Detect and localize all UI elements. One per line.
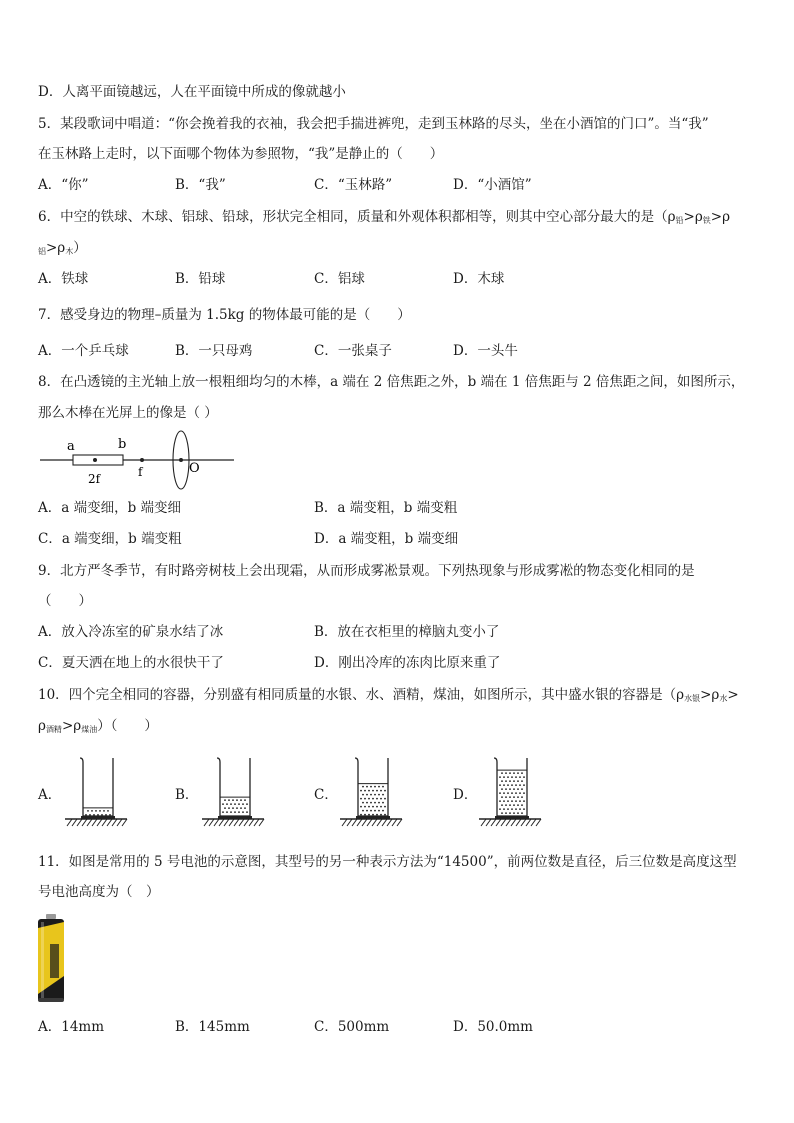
ground-hatching	[342, 819, 402, 826]
q10-option-a-label: A．	[38, 787, 62, 803]
beaker-outline	[80, 758, 113, 816]
q10-sub-kerosene: 煤油	[81, 725, 98, 734]
label-a: a	[67, 439, 75, 454]
q10-container-d	[479, 754, 543, 832]
q6-option-a: A．铁球	[38, 271, 89, 287]
q9-option-b: B．放在衣柜里的樟脑丸变小了	[314, 624, 500, 640]
q7-option-d: D．一头牛	[453, 343, 518, 359]
battery-label-block	[50, 944, 59, 978]
label-b: b	[118, 437, 127, 452]
battery-bottom	[38, 998, 64, 1002]
q10-container-c	[340, 754, 404, 832]
q10-stem-line1	[38, 686, 739, 708]
q6-option-d: D．木球	[453, 271, 505, 287]
q6-option-c: C．铝球	[314, 271, 365, 287]
q6-sub-al: 铝	[38, 247, 46, 256]
q8-stem-line1: 8．在凸透镜的主光轴上放一根粗细均匀的木棒，a 端在 2 倍焦距之外，b 端在 1 倍焦距与 2 倍焦距之间，如图所示，	[38, 374, 745, 390]
label-f: f	[138, 465, 143, 479]
q10-sub-mercury: 水银	[684, 694, 701, 703]
q6-sub-iron: 铁	[702, 216, 711, 225]
q6-gt1: >ρ	[683, 209, 703, 225]
q11-option-b: B．145mm	[175, 1019, 250, 1035]
q10-option-c-label: C．	[314, 787, 338, 803]
q10-gt2: >	[727, 687, 739, 703]
battery-tip	[46, 914, 56, 919]
q7-stem: 7．感受身边的物理–质量为 1.5kg 的物体最可能的是（ ）	[38, 307, 411, 323]
q8-stem-line2: 那么木棒在光屏上的像是（ ）	[38, 405, 218, 421]
q11-stem-line1: 11．如图是常用的 5 号电池的示意图，其型号的另一种表示方法为“14500”，前两位数是直径，后三位数是高度这型	[38, 854, 737, 870]
q5-option-b: B．“我”	[175, 177, 226, 193]
q6-stem-line2	[38, 239, 87, 261]
q10-stem-line2	[38, 717, 158, 739]
q10-sub-alcohol: 酒精	[45, 725, 62, 734]
q11-option-d: D．50.0mm	[453, 1019, 533, 1035]
q5-option-d: D．“小酒馆”	[453, 177, 532, 193]
q9-option-d: D．刚出冷库的冻肉比原来重了	[314, 655, 501, 671]
q8-option-a: A．a 端变细，b 端变细	[38, 500, 182, 516]
q10-gt3: >ρ	[61, 718, 82, 734]
q5-stem-line2: 在玉林路上走时，以下面哪个物体为参照物，“我”是静止的（ ）	[38, 146, 444, 162]
q11-stem-line2: 号电池高度为（ ）	[38, 884, 160, 900]
point-f	[140, 458, 144, 462]
q11-battery-image	[36, 914, 66, 1004]
q8-lens-diagram	[40, 430, 240, 490]
q10-gt1: >ρ	[700, 687, 720, 703]
q7-option-b: B．一只母鸡	[175, 343, 253, 359]
q8-option-c: C．a 端变细，b 端变粗	[38, 531, 182, 547]
q6-gt2: >ρ	[710, 209, 731, 225]
q10-stem-text: 10．四个完全相同的容器，分别盛有相同质量的水银、水、酒精，煤油，如图所示，其中盛水银的容器是（ρ	[38, 687, 685, 703]
q10-option-b-label: B．	[175, 787, 199, 803]
q7-option-a: A．一个乒乓球	[38, 343, 129, 359]
q8-option-d: D．a 端变粗，b 端变细	[314, 531, 459, 547]
q10-close: ）（ ）	[97, 718, 158, 734]
q10-container-a	[65, 754, 129, 832]
q6-stem-line1	[38, 208, 730, 230]
wooden-rod	[73, 455, 123, 465]
q6-option-b: B．铅球	[175, 271, 226, 287]
point-2f	[93, 458, 97, 462]
q4-option-d: D．人离平面镜越远，人在平面镜中所成的像就越小	[38, 84, 346, 100]
q5-option-c: C．“玉林路”	[314, 177, 393, 193]
q9-stem-line1: 9．北方严冬季节，有时路旁树枝上会出现霜，从而形成雾凇景观。下列热现象与形成雾凇的物态变化相同的是	[38, 563, 695, 579]
q5-stem-line1: 5．某段歌词中唱道：“你会挽着我的衣袖，我会把手揣进裤兜，走到玉林路的尽头，坐在小酒馆的门口”。当“我”	[38, 116, 709, 132]
q10-container-b	[202, 754, 266, 832]
q7-option-c: C．一张桌子	[314, 343, 392, 359]
q6-gt3: >ρ	[46, 240, 66, 256]
q6-close: ）	[73, 240, 87, 256]
q6-sub-wood: 木	[65, 247, 74, 256]
q10-rho: ρ	[38, 718, 46, 734]
q10-sub-water: 水	[719, 694, 728, 703]
q9-option-c: C．夏天洒在地上的水很快干了	[38, 655, 224, 671]
q6-stem-text: 6．中空的铁球、木球、铝球、铅球，形状完全相同，质量和外观体积都相等，则其中空心部分最大的是（ρ	[38, 209, 676, 225]
battery-shine	[41, 922, 44, 998]
q11-option-c: C．500mm	[314, 1019, 390, 1035]
q5-option-a: A．“你”	[38, 177, 89, 193]
ground-hatching	[67, 819, 127, 826]
lens-center	[179, 458, 183, 462]
q6-sub-lead: 铅	[675, 216, 684, 225]
q10-option-d-label: D．	[453, 787, 478, 803]
ground-hatching	[481, 819, 541, 826]
label-2f: 2f	[88, 472, 101, 486]
q11-option-a: A．14mm	[38, 1019, 105, 1035]
q8-option-b: B．a 端变粗，b 端变粗	[314, 500, 458, 516]
ground-hatching	[204, 819, 264, 826]
q9-option-a: A．放入冷冻室的矿泉水结了冰	[38, 624, 224, 640]
q9-stem-line2: （ ）	[38, 593, 92, 609]
label-o: O	[189, 461, 200, 476]
